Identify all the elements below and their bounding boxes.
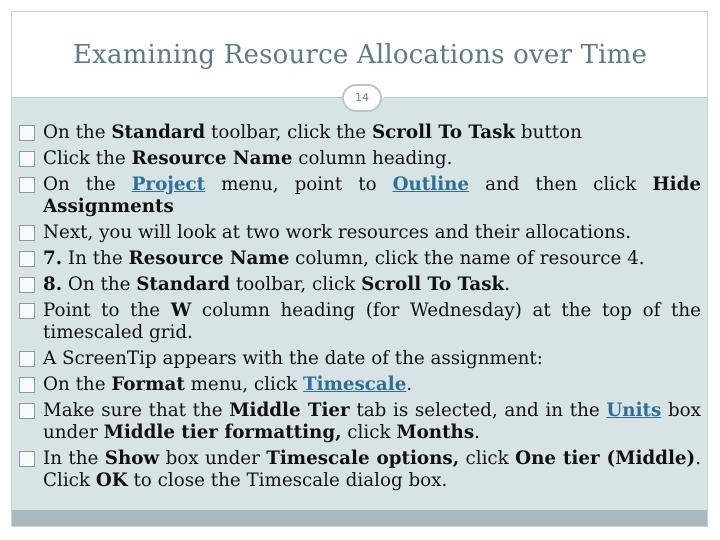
bold-term: Timescale options, [266, 448, 460, 469]
bold-term: Scroll To Task [371, 122, 516, 143]
bullet-box-icon [19, 251, 35, 267]
bullet-text: Click the [43, 148, 132, 169]
bullet-box-icon [19, 451, 35, 467]
bullet-box-icon [19, 351, 35, 367]
slide-footer-bar [12, 510, 707, 526]
bullet-item [19, 274, 701, 296]
bullet-item [19, 122, 701, 144]
bullet-text: Next, you will look at two work resources and their allocations. [43, 222, 632, 243]
bullet-item [19, 374, 701, 396]
bullet-box-icon [19, 125, 35, 141]
bullet-text: to close the Timescale dialog box. [127, 470, 448, 491]
bullet-item [19, 348, 701, 370]
bullet-text: toolbar, click [230, 274, 362, 295]
bullet-item [19, 400, 701, 444]
bullet-text: Make sure that the [43, 400, 230, 421]
bullet-text: . [406, 374, 413, 395]
bullet-text: tab is selected, and in the [349, 400, 607, 421]
bullet-box-icon [19, 151, 35, 167]
bullet-text: . [474, 422, 480, 443]
bold-term: 7. [43, 248, 63, 269]
bullet-text: A ScreenTip appears with the date of the assignment: [43, 348, 543, 369]
bullet-text: click [459, 448, 516, 469]
bullet-text: click [341, 422, 397, 443]
bold-term: 8. [43, 274, 63, 295]
bullet-box-icon [19, 403, 35, 419]
bullet-box-icon [19, 225, 35, 241]
hyperlink[interactable]: Units [606, 400, 662, 421]
bold-term: Months [396, 422, 475, 443]
bold-term: Standard [111, 122, 206, 143]
bold-term: Middle Tier [229, 400, 350, 421]
bold-term: W [170, 300, 192, 321]
bullet-text: . Click [43, 448, 701, 491]
bullet-text: menu, point to [205, 174, 393, 195]
bullet-text: column, click the name of resource 4. [289, 248, 645, 269]
bullet-text: column heading. [292, 148, 453, 169]
bullet-box-icon [19, 303, 35, 319]
bold-term: OK [95, 470, 128, 491]
page-number-badge: 14 [342, 84, 382, 112]
title-divider-left [12, 97, 342, 98]
bullet-text: . [504, 274, 511, 295]
bullet-item [19, 448, 701, 492]
bullet-text: On the [43, 122, 112, 143]
bullet-list [19, 122, 701, 496]
bullet-text: On the [43, 374, 112, 395]
hyperlink[interactable]: Outline [392, 174, 470, 195]
bold-term: Scroll To Task [361, 274, 505, 295]
bullet-box-icon [19, 177, 35, 193]
bullet-item [19, 222, 701, 244]
bullet-text: toolbar, click the [205, 122, 372, 143]
hyperlink[interactable]: Timescale [302, 374, 407, 395]
bullet-text: box under [159, 448, 267, 469]
bullet-text: and then click [469, 174, 653, 195]
bullet-text: button [515, 122, 582, 143]
bold-term: Middle tier formatting, [103, 422, 342, 443]
bullet-text: box under [43, 400, 701, 443]
bullet-item [19, 248, 701, 270]
hyperlink[interactable]: Project [131, 174, 206, 195]
bullet-item [19, 174, 701, 218]
bold-term: Standard [136, 274, 231, 295]
bullet-item [19, 300, 701, 344]
bullet-box-icon [19, 377, 35, 393]
bullet-text: In the [62, 248, 129, 269]
bold-term: One tier (Middle) [515, 448, 696, 469]
bullet-text: Point to the [43, 300, 171, 321]
title-divider-right [384, 97, 707, 98]
bold-term: Resource Name [131, 148, 293, 169]
bullet-text: menu, click [184, 374, 303, 395]
bullet-text: column heading (for Wednesday) at the top of the timescaled grid. [43, 300, 701, 343]
bullet-text: In the [43, 448, 105, 469]
bullet-text: On the [62, 274, 137, 295]
bold-term: Hide Assignments [43, 174, 702, 217]
bullet-box-icon [19, 277, 35, 293]
slide-title: Examining Resource Allocations over Time [72, 40, 648, 70]
bold-term: Show [104, 448, 160, 469]
bullet-item [19, 148, 701, 170]
bold-term: Format [111, 374, 185, 395]
bold-term: Resource Name [128, 248, 290, 269]
bullet-text: On the [43, 174, 132, 195]
